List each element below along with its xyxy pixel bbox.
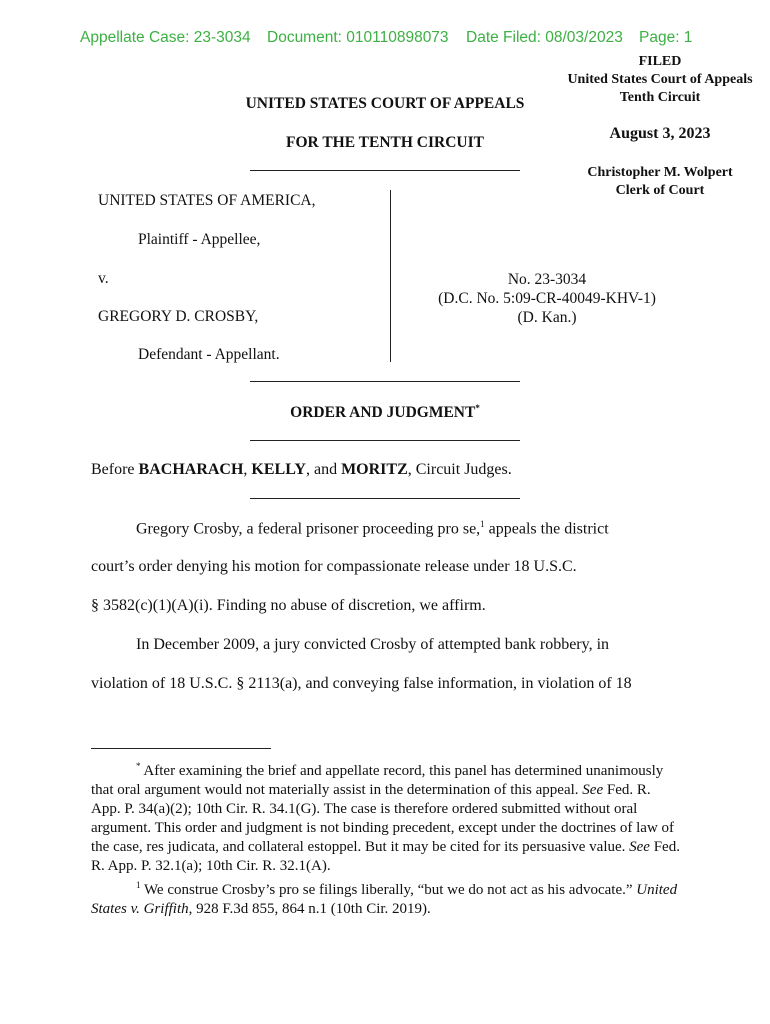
rule-after-caption xyxy=(250,381,520,382)
order-title: ORDER AND JUDGMENT* xyxy=(290,403,480,422)
judge-bacharach: BACHARACH xyxy=(138,461,244,478)
stamp-court: United States Court of Appeals xyxy=(567,72,753,87)
stamp-filed: FILED xyxy=(638,54,682,69)
caption-divider xyxy=(390,190,391,362)
stamp-clerk-title: Clerk of Court xyxy=(615,183,705,198)
judge-kelly: KELLY xyxy=(251,461,306,478)
rule-top xyxy=(250,170,520,171)
panel-line: Before BACHARACH, KELLY, and MORITZ, Circuit Judges. xyxy=(91,461,512,478)
footnotes xyxy=(91,757,681,919)
judge-moritz: MORITZ xyxy=(341,461,408,478)
caption-versus: v. xyxy=(98,270,109,287)
footnote-1: $^1$ We construe Crosby’s pro se filings liberally, “but we do not act as his advocate.” United States v. Griffith, 928 F.3d 855, 864 n.1 (10th Cir. 2019). xyxy=(91,880,678,917)
body-line-1: Gregory Crosby, a federal prisoner proceeding pro se,$^1$ appeals the district xyxy=(136,519,609,538)
caption-defendant: GREGORY D. CROSBY, xyxy=(98,308,259,325)
caption-plaintiff-role: Plaintiff - Appellee, xyxy=(138,231,261,248)
stamp-circuit: Tenth Circuit xyxy=(619,90,701,105)
header-page-number: Page: 1 xyxy=(639,29,693,46)
rule-after-panel xyxy=(250,498,520,499)
header-document-number: Document: 010110898073 xyxy=(267,29,449,46)
footnote-1-marker: 1 xyxy=(480,519,485,529)
rule-after-order-title xyxy=(250,440,520,441)
body-line-5: violation of 18 U.S.C. § 2113(a), and conveying false information, in violation of 18 xyxy=(91,675,632,692)
district-case-number: (D.C. No. 5:09-CR-40049-KHV-1) xyxy=(438,290,656,307)
case-number: No. 23-3034 xyxy=(507,271,587,288)
body-line-2: court’s order denying his motion for compassionate release under 18 U.S.C. xyxy=(91,558,577,575)
stamp-date: August 3, 2023 xyxy=(609,125,711,142)
court-title: UNITED STATES COURT OF APPEALS xyxy=(245,95,525,112)
stamp-clerk-name: Christopher M. Wolpert xyxy=(587,165,733,180)
footnote-separator xyxy=(91,748,271,749)
header-case-number: Appellate Case: 23-3034 xyxy=(80,29,251,46)
order-footnote-marker: * xyxy=(475,403,480,413)
district-court: (D. Kan.) xyxy=(517,309,577,326)
header-date-filed: Date Filed: 08/03/2023 xyxy=(466,29,623,46)
footnote-star: * After examining the brief and appellate record, this panel has determined unanimously that oral argument would not materially assist in the determination of this appeal. See Fed. R. App. P. 34(a)(2); 10th Cir. R. 34.1(G). The case is therefore ordered submitted without oral argument. This order and judgment is not binding precedent, except under the doctrines of law of the case, res judicata, and collateral estoppel. But it may be cited for its persuasive value. See Fed. R. App. P. 32.1(a); 10th Cir. R. 32.1(A). xyxy=(91,761,680,874)
body-line-4: In December 2009, a jury convicted Crosby of attempted bank robbery, in xyxy=(136,636,610,653)
caption-defendant-role: Defendant - Appellant. xyxy=(138,346,280,363)
circuit-title: FOR THE TENTH CIRCUIT xyxy=(286,134,484,151)
caption-plaintiff: UNITED STATES OF AMERICA, xyxy=(98,192,316,209)
body-line-3: § 3582(c)(1)(A)(i). Finding no abuse of discretion, we affirm. xyxy=(91,597,486,614)
